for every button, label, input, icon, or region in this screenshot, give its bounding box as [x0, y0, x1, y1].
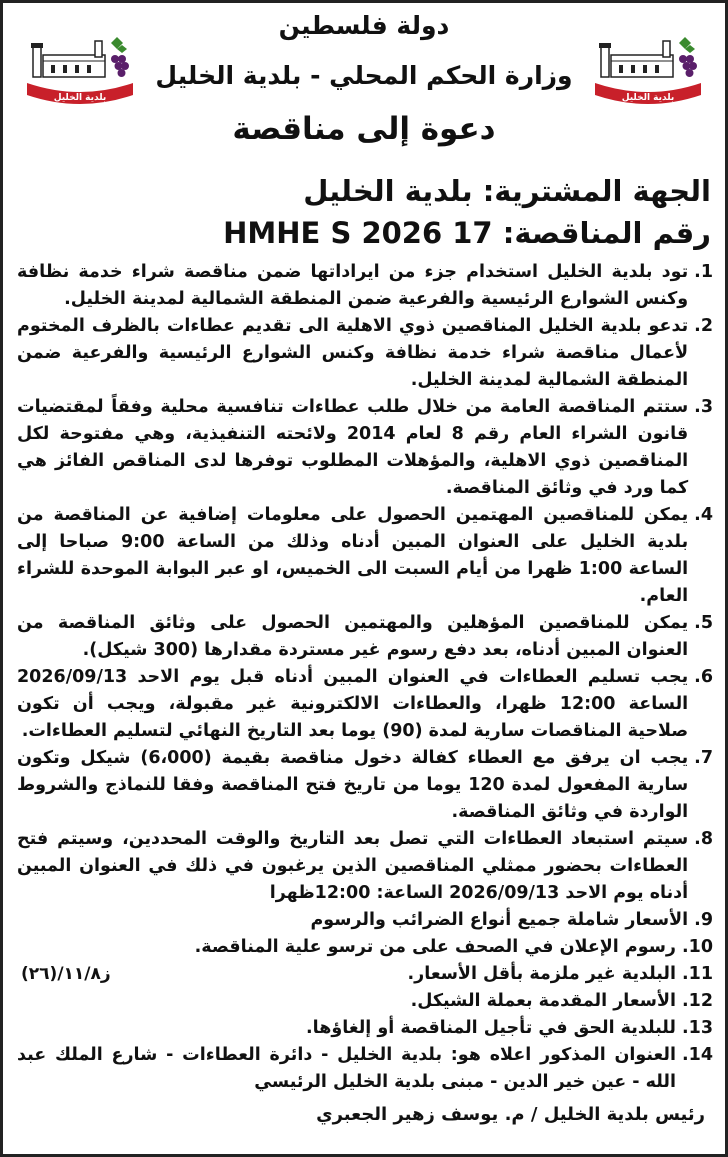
clause-number: 2.: [694, 316, 713, 336]
clause-item: [17, 313, 713, 394]
clause-number: 5.: [694, 613, 713, 633]
clause-number: 10.: [681, 937, 713, 957]
clause-item: [17, 934, 713, 961]
clause-text: للبلدية الحق في تأجيل المناقصة أو إلغاؤها.: [306, 1018, 676, 1038]
clause-text: تدعو بلدية الخليل المناقصين ذوي الاهلية الى تقديم عطاءات بالظرف المختوم لأعمال مناقصة شراء خدمة نظافة وكنس الشوارع الرئيسية والفرعية ضمن المنطقة الشمالية لمدينة الخليل.: [17, 316, 689, 390]
state-name: دولة فلسطين: [278, 11, 450, 40]
clause-text: يجب تسليم العطاءات في العنوان المبين أدناه قبل يوم الاحد 2026/09/13 الساعة 12:00 ظهرا، والعطاءات الالكترونية غير مقبولة، ويجب أن تكون صلاحية المناقصات سارية لمدة (90) يوما بعد التاريخ النهائي لتسليم العطاءات.: [17, 667, 689, 741]
clause-number: 9.: [694, 910, 713, 930]
ministry-line: وزارة الحكم المحلي - بلدية الخليل: [155, 61, 573, 90]
clause-number: 11.: [681, 964, 713, 984]
clause-text: يجب ان يرفق مع العطاء كفالة دخول مناقصة بقيمة (6،000) شيكل وتكون سارية المفعول لمدة 120 يوما من تاريخ فتح المناقصة وفقا للنماذج والشروط الواردة في وثائق المناقصة.: [17, 748, 689, 822]
clause-number: 12.: [681, 991, 713, 1011]
clause-item: [17, 502, 713, 610]
clause-number: 4.: [694, 505, 713, 525]
clause-number: 14.: [681, 1045, 713, 1065]
clause-item: [17, 907, 713, 934]
reference-note: ز١١/٨/(٢٦): [21, 964, 111, 984]
clause-text: تود بلدية الخليل استخدام جزء من ايراداتها ضمن مناقصة شراء خدمة نظافة وكنس الشوارع الرئيسية والفرعية ضمن المنطقة الشمالية لمدينة الخليل.: [17, 262, 689, 309]
procuring-entity: الجهة المشترية: بلدية الخليل: [303, 174, 711, 208]
clause-number: 6.: [694, 667, 713, 687]
signature-line: رئيس بلدية الخليل / م. يوسف زهير الجعبري: [316, 1104, 705, 1125]
clause-item: [17, 1042, 713, 1096]
tender-number: رقم المناقصة: HMHE S 2026 17: [223, 216, 711, 250]
clause-text: يمكن للمناقصين المهتمين الحصول على معلومات إضافية عن المناقصة من بلدية الخليل على العنوان المبين أدناه وذلك من الساعة 9:00 صباحا إلى الساعة 1:00 ظهرا من أيام السبت الى الخميس، او عبر البوابة الموحدة للشراء العام.: [17, 505, 689, 606]
clause-item: [17, 961, 713, 988]
clause-number: 13.: [681, 1018, 713, 1038]
page-title: دعوة إلى مناقصة: [232, 111, 496, 147]
logo-banner-text: بلدية الخليل: [53, 93, 107, 103]
clause-number: 1.: [694, 262, 713, 282]
clause-item: [17, 664, 713, 745]
clause-text: العنوان المذكور اعلاه هو: بلدية الخليل - دائرة العطاءات - شارع الملك عبد الله - عين خير الدين - مبنى بلدية الخليل الرئيسي: [17, 1045, 676, 1092]
clause-text: يمكن للمناقصين المؤهلين والمهتمين الحصول على وثائق المناقصة من العنوان المبين أدناه، بعد دفع رسوم غير مستردة مقدارها (300 شيكل).: [17, 613, 689, 660]
logo-banner-text: بلدية الخليل: [621, 93, 675, 103]
clause-number: 3.: [694, 397, 713, 417]
clause-text: سيتم استبعاد العطاءات التي تصل بعد التاريخ والوقت المحددين، وسيتم فتح العطاءات بحضور ممثلي المناقصين الذين يرغبون في ذلك في العنوان المبين أدناه يوم الاحد 2026/09/13 الساعة: 12:00ظهرا: [17, 829, 689, 903]
clause-item: [17, 610, 713, 664]
clause-number: 7.: [694, 748, 713, 768]
clause-item: [17, 826, 713, 907]
clause-text: البلدية غير ملزمة بأقل الأسعار.: [407, 964, 676, 984]
clause-list: [17, 259, 713, 1096]
clause-item: [17, 988, 713, 1015]
clause-number: 8.: [694, 829, 713, 849]
header: [3, 3, 725, 165]
clause-text: الأسعار المقدمة بعملة الشيكل.: [410, 991, 676, 1011]
clause-text: الأسعار شاملة جميع أنواع الضرائب والرسوم: [310, 910, 689, 930]
clause-item: [17, 745, 713, 826]
clause-item: [17, 1015, 713, 1042]
clause-item: [17, 259, 713, 313]
clause-text: رسوم الإعلان في الصحف على من ترسو علية المناقصة.: [194, 937, 676, 957]
clause-text: ستتم المناقصة العامة من خلال طلب عطاءات تنافسية محلية وفقاً لمقتضيات قانون الشراء العام رقم 8 لعام 2014 ولائحته التنفيذية، وهي مفتوحة لكل المناقصين ذوي الاهلية، والمؤهلات المطلوب توفرها لدى المناقص الفائز هي كما ورد في وثائق المناقصة.: [17, 397, 689, 498]
clause-item: [17, 394, 713, 502]
